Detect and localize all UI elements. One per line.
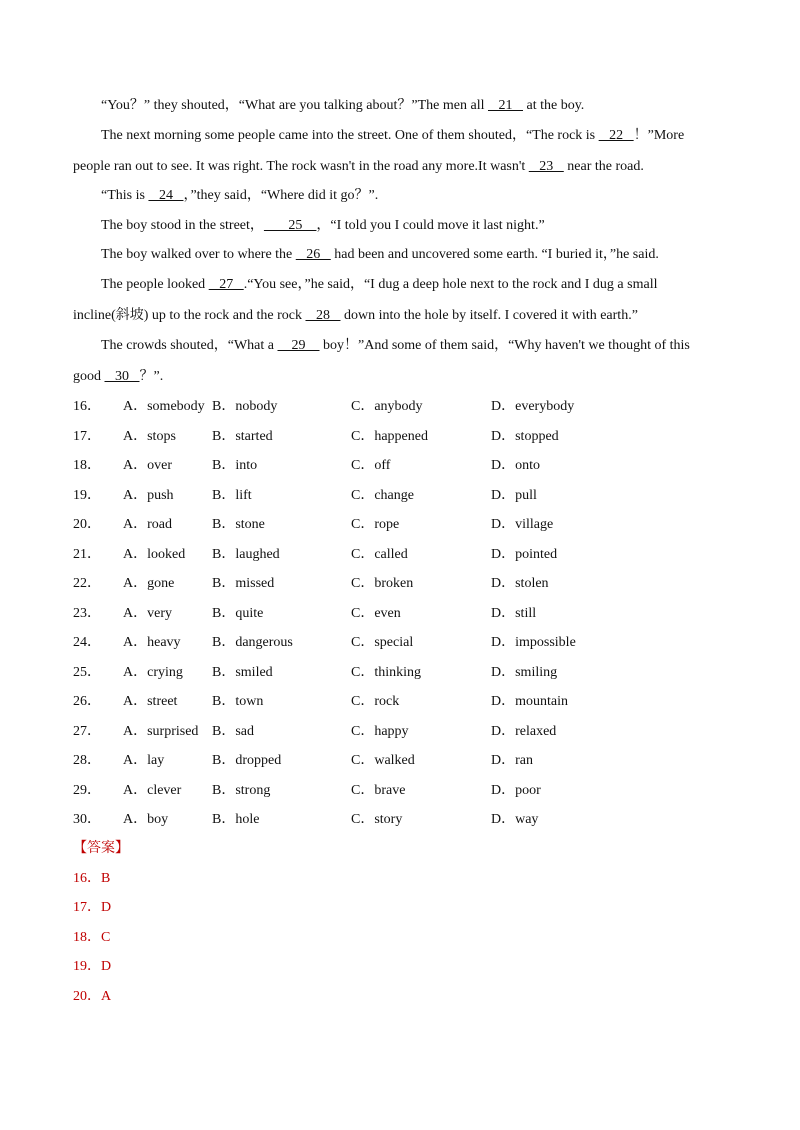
passage-text: “This is [101, 188, 149, 203]
option-c: C．thinking [351, 665, 422, 680]
question-row [73, 724, 733, 744]
question-row [73, 547, 733, 567]
option-a: A．stops [123, 429, 176, 444]
option-b: B．laughed [212, 547, 280, 562]
option-b: B．smiled [212, 665, 273, 680]
option-c: C．brave [351, 783, 406, 798]
option-b: B．stone [212, 517, 265, 532]
passage-text: ，”they said，“Where did it go？”. [183, 188, 379, 203]
passage-text: near the road. [563, 159, 644, 174]
passage-text: ！”More [633, 128, 685, 143]
question-row [73, 488, 733, 508]
question-row [73, 635, 733, 655]
option-c: C．rock [351, 694, 400, 709]
option-b: B．dropped [212, 753, 282, 768]
blank-22: 22 [598, 128, 634, 143]
option-a: A．push [123, 488, 174, 503]
passage-text: “You？” they shouted，“What are you talking about？”The men all [101, 98, 488, 113]
answer-heading: 【答案】 [73, 841, 129, 856]
blank-24: 24 [148, 188, 184, 203]
option-c: C．broken [351, 576, 414, 591]
option-b: B．sad [212, 724, 254, 739]
option-a: A．over [123, 458, 172, 473]
option-c: C．rope [351, 517, 400, 532]
passage-text: The next morning some people came into the street. One of them shouted，“The rock is [101, 128, 599, 143]
option-a: A．very [123, 606, 172, 621]
passage-text: The boy stood in the street， [101, 218, 264, 233]
option-a: A．lay [123, 753, 165, 768]
option-a: A．street [123, 694, 178, 709]
passage-text: good [73, 369, 105, 384]
option-a: A．road [123, 517, 172, 532]
option-b: B．started [212, 429, 273, 444]
option-d: D．everybody [491, 399, 575, 414]
question-number: 26． [73, 694, 101, 709]
question-row [73, 812, 733, 832]
answer-item: 20．A [73, 989, 112, 1004]
question-row [73, 576, 733, 596]
option-d: D．village [491, 517, 554, 532]
passage-text: incline(斜坡) up to the rock and the rock [73, 308, 306, 323]
question-number: 23． [73, 606, 101, 621]
question-row [73, 458, 733, 478]
option-d: D．stolen [491, 576, 549, 591]
option-c: C．story [351, 812, 403, 827]
option-b: B．hole [212, 812, 260, 827]
option-d: D．pointed [491, 547, 558, 562]
option-a: A．boy [123, 812, 169, 827]
option-d: D．way [491, 812, 539, 827]
question-row [73, 517, 733, 537]
option-a: A．gone [123, 576, 175, 591]
option-d: D．relaxed [491, 724, 557, 739]
passage-text: The crowds shouted，“What a [101, 338, 278, 353]
blank-26: 26 [295, 247, 331, 262]
passage-paragraph [101, 277, 728, 294]
option-c: C．anybody [351, 399, 423, 414]
passage-paragraph [101, 247, 728, 264]
question-row [73, 429, 733, 449]
passage-paragraph [101, 188, 728, 205]
question-row [73, 694, 733, 714]
blank-23: 23 [528, 159, 564, 174]
option-d: D．stopped [491, 429, 559, 444]
option-c: C．walked [351, 753, 415, 768]
option-a: A．heavy [123, 635, 181, 650]
option-d: D．impossible [491, 635, 576, 650]
passage-line [73, 369, 728, 386]
option-c: C．happy [351, 724, 409, 739]
option-c: C．special [351, 635, 414, 650]
option-b: B．dangerous [212, 635, 293, 650]
answer-item: 19．D [73, 959, 112, 974]
option-c: C．even [351, 606, 401, 621]
passage-paragraph [101, 338, 728, 355]
passage-paragraph [101, 98, 728, 115]
answer-item: 17．D [73, 900, 112, 915]
question-number: 30． [73, 812, 101, 827]
passage-text: ，“I told you I could move it last night.” [316, 218, 545, 233]
question-number: 27． [73, 724, 101, 739]
option-a: A．looked [123, 547, 186, 562]
passage-text: people ran out to see. It was right. The rock wasn't in the road any more.It wasn't [73, 159, 529, 174]
passage-line [73, 308, 728, 325]
passage-text: The boy walked over to where the [101, 247, 296, 262]
blank-25: 25 [263, 218, 317, 233]
option-d: D．smiling [491, 665, 558, 680]
option-a: A．clever [123, 783, 182, 798]
passage-text: down into the hole by itself. I covered it with earth.” [340, 308, 638, 323]
question-number: 21． [73, 547, 101, 562]
option-d: D．still [491, 606, 537, 621]
passage-line [73, 159, 728, 176]
passage-paragraph [101, 128, 728, 145]
question-number: 16． [73, 399, 101, 414]
question-row [73, 783, 733, 803]
question-number: 22． [73, 576, 101, 591]
option-b: B．lift [212, 488, 252, 503]
question-number: 18． [73, 458, 101, 473]
option-c: C．happened [351, 429, 428, 444]
passage-paragraph [101, 218, 728, 235]
question-number: 25． [73, 665, 101, 680]
answer-item: 18．C [73, 930, 111, 945]
option-d: D．onto [491, 458, 540, 473]
passage-text: .“You see，”he said，“I dug a deep hole next to the rock and I dug a small [243, 277, 658, 292]
blank-28: 28 [305, 308, 341, 323]
passage-text: ？”. [139, 369, 164, 384]
passage-text: had been and uncovered some earth. “I buried it，”he said. [330, 247, 659, 262]
question-row [73, 399, 733, 419]
option-b: B．town [212, 694, 264, 709]
blank-29: 29 [277, 338, 320, 353]
question-row [73, 665, 733, 685]
option-b: B．missed [212, 576, 275, 591]
blank-21: 21 [487, 98, 523, 113]
blank-27: 27 [208, 277, 244, 292]
option-c: C．called [351, 547, 408, 562]
question-row [73, 753, 733, 773]
passage-text: at the boy. [522, 98, 585, 113]
option-a: A．crying [123, 665, 183, 680]
question-number: 19． [73, 488, 101, 503]
option-d: D．ran [491, 753, 533, 768]
option-d: D．pull [491, 488, 537, 503]
option-b: B．into [212, 458, 258, 473]
option-b: B．strong [212, 783, 271, 798]
question-number: 20． [73, 517, 101, 532]
option-d: D．poor [491, 783, 541, 798]
passage-text: boy！”And some of them said，“Why haven't we thought of this [319, 338, 690, 353]
answer-item: 16．B [73, 871, 111, 886]
question-number: 28． [73, 753, 101, 768]
question-number: 24． [73, 635, 101, 650]
blank-30: 30 [104, 369, 140, 384]
passage-text: The people looked [101, 277, 209, 292]
option-c: C．off [351, 458, 391, 473]
option-d: D．mountain [491, 694, 568, 709]
option-a: A．surprised [123, 724, 199, 739]
question-row [73, 606, 733, 626]
option-b: B．quite [212, 606, 264, 621]
option-b: B．nobody [212, 399, 278, 414]
question-number: 29． [73, 783, 101, 798]
question-number: 17． [73, 429, 101, 444]
option-c: C．change [351, 488, 414, 503]
option-a: A．somebody [123, 399, 205, 414]
